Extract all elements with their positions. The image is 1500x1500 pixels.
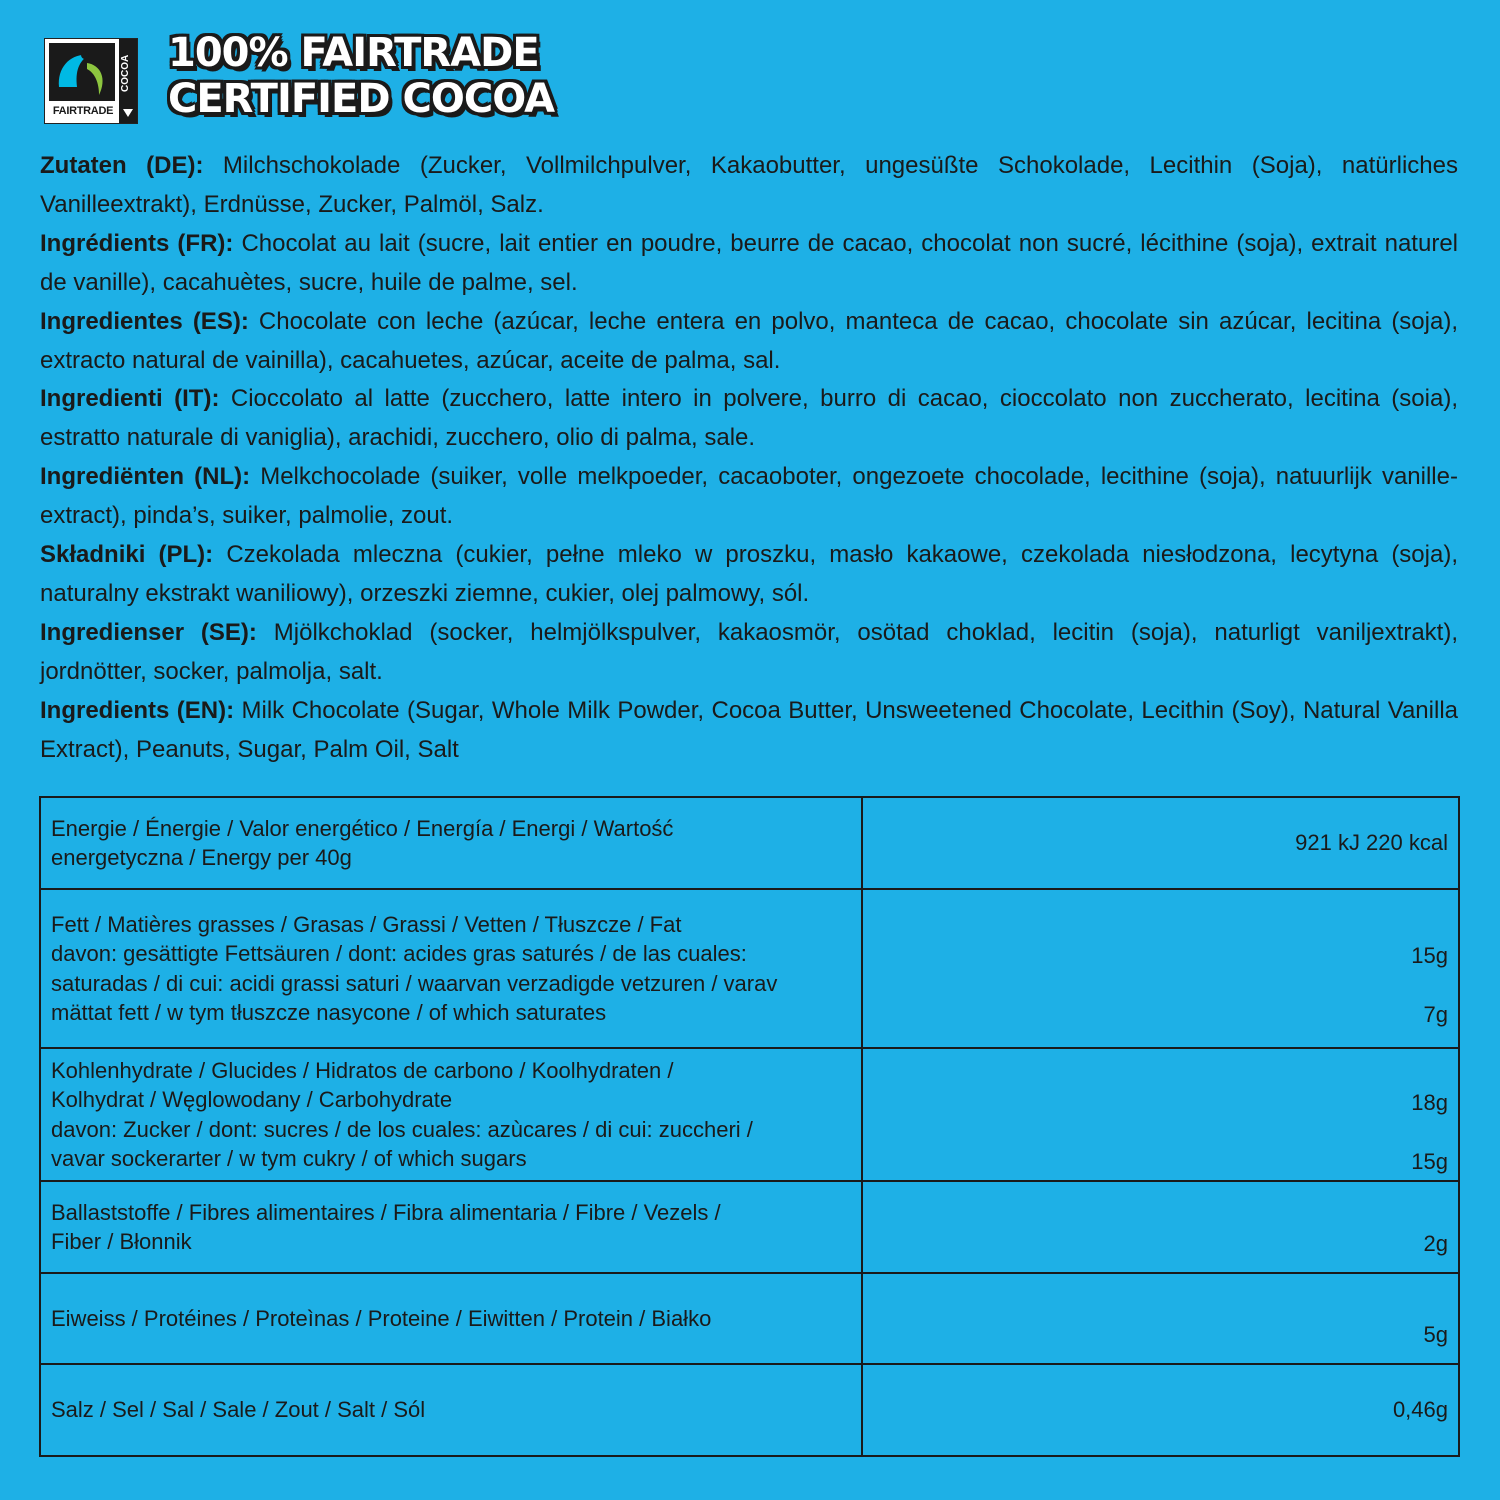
- headline-line-2: CERTIFIED COCOA: [168, 76, 555, 122]
- nutrient-label: [40, 1364, 862, 1456]
- ingredients-it: [40, 380, 1458, 458]
- table-row-energy: [40, 797, 1459, 889]
- value-line: 7g: [1423, 1001, 1448, 1027]
- ingredients-text: Melkchocolade (suiker, volle melkpoeder, cacaoboter, ongezoete chocolade, lecithine (soja), natuurlijk vanille-extract), pinda’s, suiker, palmolie, zout.: [40, 463, 1458, 530]
- label-line: Ballaststoffe / Fibres alimentaires / Fibra alimentaria / Fibre / Vezels /: [51, 1199, 721, 1225]
- ingredients-de: [40, 147, 1458, 225]
- label-line: Salz / Sel / Sal / Sale / Zout / Salt / Sól: [51, 1397, 426, 1423]
- label-line: Kohlenhydrate / Glucides / Hidratos de carbono / Koolhydraten /: [51, 1057, 674, 1083]
- nutrient-label: [40, 797, 862, 889]
- nutrient-value: [862, 797, 1459, 889]
- value-line: 5g: [1423, 1321, 1448, 1347]
- nutrient-value: [862, 889, 1459, 1048]
- label-line: Eiweiss / Protéines / Proteìnas / Proteine / Eiwitten / Protein / Białko: [51, 1305, 712, 1331]
- label-line: vavar sockerarter / w tym cukry / of which sugars: [51, 1146, 527, 1171]
- ingredients-label: Ingredienti (IT):: [40, 385, 220, 413]
- ingredients-label: Ingredientes (ES):: [40, 307, 249, 335]
- label-line: energetyczna / Energy per 40g: [51, 845, 352, 870]
- logo-label: FAIRTRADE: [52, 105, 114, 117]
- label-line: Energie / Énergie / Valor energético / Energía / Energi / Wartość: [51, 815, 674, 841]
- value-line: 18g: [1411, 1090, 1448, 1115]
- fairtrade-mark-icon: [49, 43, 115, 101]
- label-line: davon: Zucker / dont: sucres / de los cuales: azùcares / di cui: zuccheri /: [51, 1116, 753, 1142]
- ingredients-en: [40, 692, 1458, 770]
- table-row-protein: [40, 1273, 1459, 1364]
- ingredients-text: Milk Chocolate (Sugar, Whole Milk Powder, Cocoa Butter, Unsweetened Chocolate, Lecithin (Soy), Natural Vanilla Extract), Peanuts, Sugar, Palm Oil, Salt: [40, 696, 1458, 763]
- ingredients-text: Mjölkchoklad (socker, helmjölkspulver, kakaosmör, osötad choklad, lecitin (soja), naturligt vaniljextrakt), jordnötter, socker, palmolja, salt.: [40, 618, 1458, 685]
- table-row-carbohydrate: [40, 1048, 1459, 1181]
- fairtrade-logo: [44, 38, 138, 124]
- ingredients-label: Ingrediënten (NL):: [40, 463, 251, 491]
- value-line: 921 kJ 220 kcal: [1295, 830, 1448, 856]
- table-row-fat: [40, 889, 1459, 1048]
- ingredients-text: Chocolat au lait (sucre, lait entier en poudre, beurre de cacao, chocolat non sucré, lécithine (soja), extrait naturel de vanille), cacahuètes, sucre, huile de palme, sel.: [40, 229, 1458, 296]
- value-line: 0,46g: [1392, 1397, 1448, 1423]
- nutrient-value: [862, 1048, 1459, 1181]
- nutrient-label: [40, 1181, 862, 1273]
- label-line: Fett / Matières grasses / Grasas / Grassi / Vetten / Tłuszcze / Fat: [51, 911, 682, 937]
- ingredients-fr: [40, 225, 1458, 303]
- logo-side-band: [119, 39, 137, 123]
- nutrient-label: [40, 1273, 862, 1364]
- nutrient-label: [40, 1048, 862, 1181]
- value-line: 15g: [1411, 1148, 1448, 1174]
- ingredients-label: Ingredienser (SE):: [40, 618, 257, 646]
- ingredients-section: [40, 147, 1458, 770]
- nutrient-value: [862, 1273, 1459, 1364]
- ingredients-label: Ingrédients (FR):: [40, 229, 234, 257]
- ingredients-text: Milchschokolade (Zucker, Vollmilchpulver, Kakaobutter, ungesüßte Schokolade, Lecithin (Soja), natürliches Vanilleextrakt), Erdnüsse, Zucker, Palmöl, Salz.: [40, 152, 1458, 218]
- ingredients-label: Składniki (PL):: [40, 541, 214, 569]
- arrow-icon: [123, 109, 133, 117]
- table-row-fibre: [40, 1181, 1459, 1273]
- ingredients-es: [40, 303, 1458, 381]
- ingredients-label: Zutaten (DE):: [40, 152, 204, 179]
- nutrient-label: [40, 889, 862, 1048]
- value-line: 2g: [1423, 1230, 1448, 1256]
- ingredients-text: Cioccolato al latte (zucchero, latte intero in polvere, burro di cacao, cioccolato non zuccherato, lecitina (soia), estratto naturale di vaniglia), arachidi, zucchero, olio di palma, sale.: [40, 385, 1458, 452]
- label-line: saturadas / di cui: acidi grassi saturi / waarvan verzadigde vetzuren / varav: [51, 970, 778, 996]
- label-line: Kolhydrat / Węglowodany / Carbohydrate: [51, 1087, 453, 1112]
- label-line: davon: gesättigte Fettsäuren / dont: acides gras saturés / de las cuales:: [51, 941, 747, 966]
- headline-line-1: 100% FAIRTRADE: [168, 30, 539, 76]
- ingredients-label: Ingredients (EN):: [40, 696, 235, 724]
- ingredients-pl: [40, 536, 1458, 614]
- label-line: Fiber / Błonnik: [51, 1229, 192, 1254]
- ingredients-nl: [40, 458, 1458, 536]
- ingredients-text: Chocolate con leche (azúcar, leche entera en polvo, manteca de cacao, chocolate sin azúcar, lecitina (soja), extracto natural de vainilla), cacahuetes, azúcar, aceite de palma, sal.: [40, 307, 1458, 374]
- label-line: mättat fett / w tym tłuszcze nasycone / of which saturates: [51, 1000, 607, 1025]
- ingredients-text: Czekolada mleczna (cukier, pełne mleko w proszku, masło kakaowe, czekolada niesłodzona, lecytyna (soja), naturalny ekstrakt waniliowy), orzeszki ziemne, cukier, olej palmowy, sól.: [40, 541, 1458, 607]
- nutrient-value: [862, 1181, 1459, 1273]
- table-row-salt: [40, 1364, 1459, 1456]
- value-line: 15g: [1411, 943, 1448, 968]
- ingredients-se: [40, 614, 1458, 692]
- nutrition-table: [39, 796, 1460, 1457]
- certification-headline: [168, 30, 554, 122]
- nutrient-value: [862, 1364, 1459, 1456]
- logo-side-label: COCOA: [120, 54, 131, 92]
